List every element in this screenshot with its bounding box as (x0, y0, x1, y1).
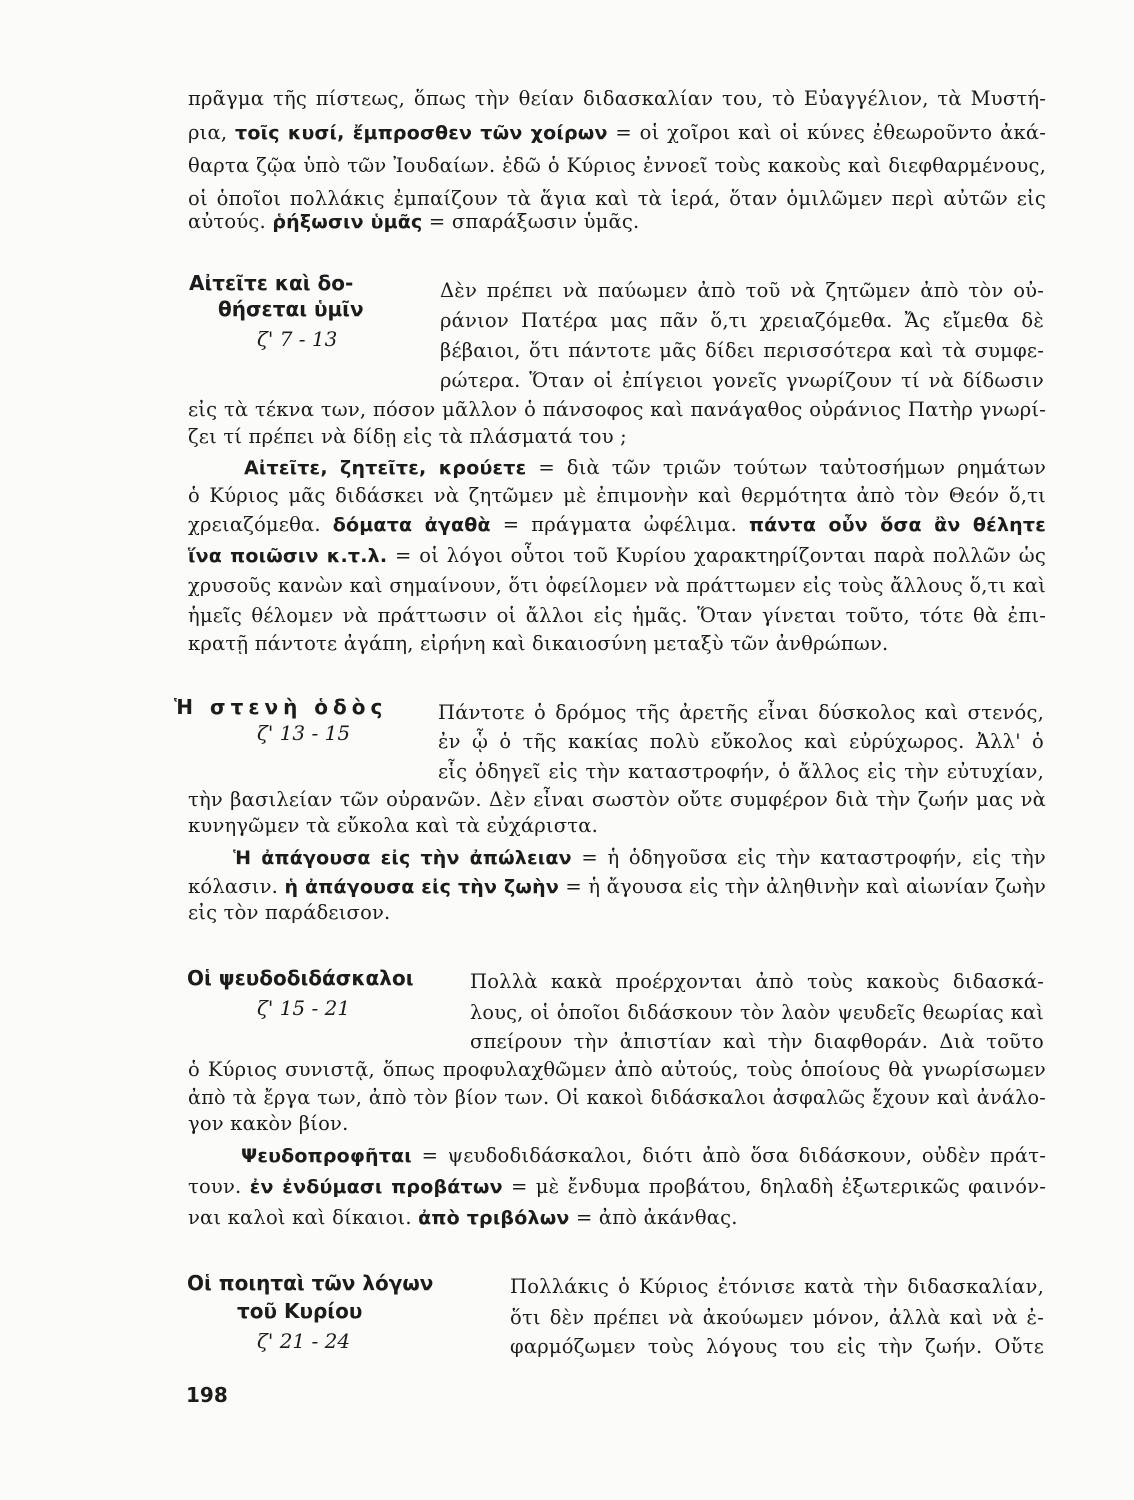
term-bold: πάντα οὖν ὅσα ἂν θέλητε (748, 514, 1046, 536)
text-line (510, 1334, 1044, 1360)
term-bold: ἀπὸ τριβόλων (418, 1207, 570, 1229)
text-span: οἱ ὁποῖοι πολλάκις ἐμπαίζουν τὰ ἅγια καὶ τὰ ἱερά, ὅταν ὁμιλῶμεν περὶ αὐτῶν εἰς (188, 187, 1046, 210)
text-line (470, 1029, 1044, 1055)
text-line (188, 631, 1046, 657)
text-span: = οἱ χοῖροι καὶ οἱ κύνες ἐθεωροῦντο ἀκά- (615, 121, 1047, 144)
text-span: βέβαιοι, ὅτι πάντοτε μᾶς δίδει περισσότερα καὶ τὰ συμφε- (440, 339, 1044, 362)
text-line (440, 308, 1044, 334)
text-line (188, 153, 1046, 179)
text-span: λους, οἱ ὁποῖοι διδάσκουν τὸν λαὸν ψευδεῖς θεωρίας καὶ (470, 1001, 1044, 1024)
text-span: Δὲν πρέπει νὰ παύωμεν ἀπὸ τοῦ νὰ ζητῶμεν ἀπὸ τὸν οὐ- (440, 279, 1044, 302)
text-span: χρειαζόμεθα. (188, 513, 321, 536)
text-line (188, 543, 1046, 569)
text-line (510, 1274, 1044, 1300)
text-line (188, 424, 1046, 450)
text-span: = οἱ λόγοι οὗτοι τοῦ Κυρίου χαρακτηρίζονται παρὰ πολλῶν ὡς (395, 544, 1046, 567)
term-bold: ῥήξωσιν ὑμᾶς (272, 211, 423, 233)
term-bold: ἡ ἀπάγουσα εἰς τὴν ζωὴν (284, 876, 559, 898)
text-span: ράνιον Πατέρα μας πᾶν ὅ,τι χρειαζόμεθα. Ἄς εἴμεθα δὲ (440, 309, 1044, 332)
text-line (188, 900, 1046, 926)
text-span: Πολλὰ κακὰ προέρχονται ἀπὸ τοὺς κακοὺς διδασκά- (470, 970, 1044, 993)
text-span: ἀπὸ τὰ ἔργα των, ἀπὸ τὸν βίον των. Οἱ κακοὶ διδάσκαλοι ἀσφαλῶς ἔχουν καὶ ἀνάλο- (188, 1086, 1046, 1109)
text-span: φαρμόζωμεν τοὺς λόγους του εἰς τὴν ζωήν. Οὔτε (510, 1335, 1044, 1358)
text-line (188, 1057, 1046, 1083)
text-span: ρώτερα. Ὅταν οἱ ἐπίγειοι γονεῖς γνωρίζουν τί νὰ δίδωσιν (440, 369, 1044, 392)
text-span: Πάντοτε ὁ δρόμος τῆς ἀρετῆς εἶναι δύσκολος καὶ στενός, (438, 701, 1044, 724)
text-line (188, 209, 1046, 235)
text-line (188, 813, 1046, 839)
text-span: ρια, (188, 121, 228, 144)
text-span: ὁ Κύριος μᾶς διδάσκει νὰ ζητῶμεν μὲ ἐπιμονὴν καὶ θερμότητα ἀπὸ τὸν Θεόν ὅ,τι (188, 484, 1046, 507)
text-span: εἰς τὸν παράδεισον. (188, 901, 391, 924)
text-line (438, 759, 1044, 785)
text-line (244, 455, 1046, 481)
text-span: = σπαράξωσιν ὑμᾶς. (428, 210, 640, 233)
text-span: = ψευδοδιδάσκαλοι, διότι ἀπὸ ὅσα διδάσκουν, οὐδὲν πράτ- (421, 1144, 1046, 1167)
text-span: θαρτα ζῷα ὑπὸ τῶν Ἰουδαίων. ἐδῶ ὁ Κύριος ἐννοεῖ τοὺς κακοὺς καὶ διεφθαρμένους, (188, 154, 1046, 177)
text-line (438, 700, 1044, 726)
verse-reference: ζ' 13 - 15 (257, 721, 351, 745)
text-span: τὴν βασιλείαν τῶν οὐρανῶν. Δὲν εἶναι σωστὸν οὔτε συμφέρον διὰ τὴν ζωήν μας νὰ (188, 788, 1046, 811)
section-heading: τοῦ Κυρίου (237, 1299, 363, 1323)
text-line (188, 1205, 1046, 1231)
verse-reference: ζ' 15 - 21 (257, 996, 351, 1020)
verse-reference: ζ' 21 - 24 (257, 1329, 351, 1353)
term-bold: τοῖς κυσί, ἔμπροσθεν τῶν χοίρων (235, 122, 608, 144)
text-line (440, 278, 1044, 304)
text-span: εἷς ὁδηγεῖ εἰς τὴν καταστροφήν, ὁ ἄλλος εἰς τὴν εὐτυχίαν, (438, 760, 1044, 783)
page-number: 198 (186, 1383, 228, 1407)
text-span: χρυσοῦς κανὼν καὶ σημαίνουν, ὅτι ὀφείλομεν νὰ πράττωμεν εἰς τοὺς ἄλλους ὅ,τι καὶ (188, 574, 1046, 597)
text-line (241, 1143, 1046, 1169)
section-heading: Ἡ στενὴ ὁδὸς (174, 695, 388, 719)
text-span: ἡμεῖς θέλομεν νὰ πράττωσιν οἱ ἄλλοι εἰς ἡμᾶς. Ὅταν γίνεται τοῦτο, τότε θὰ ἐπι- (188, 604, 1046, 627)
text-line (233, 845, 1046, 871)
text-line (470, 1000, 1044, 1026)
text-span: ἐν ᾧ ὁ τῆς κακίας πολὺ εὔκολος καὶ εὐρύχωρος. Ἀλλ' ὁ (438, 730, 1044, 753)
text-line (440, 338, 1044, 364)
text-span: Πολλάκις ὁ Κύριος ἐτόνισε κατὰ τὴν διδασκαλίαν, (510, 1275, 1044, 1298)
text-span: ὅτι δὲν πρέπει νὰ ἀκούωμεν μόνον, ἀλλὰ καὶ νὰ ἐ- (510, 1306, 1044, 1329)
text-span: ζει τί πρέπει νὰ δίδῃ εἰς τὰ πλάσματά του ; (188, 425, 627, 448)
text-span: = ἀπὸ ἀκάνθας. (575, 1206, 738, 1229)
text-line (188, 573, 1046, 599)
text-line (188, 1085, 1046, 1111)
text-line (440, 368, 1044, 394)
text-line (188, 120, 1046, 146)
verse-reference: ζ' 7 - 13 (257, 327, 338, 351)
term-bold: Αἰτεῖτε, ζητεῖτε, κρούετε (244, 457, 527, 479)
text-span: κρατῇ πάντοτε ἀγάπη, εἰρήνη καὶ δικαιοσύνη μεταξὺ τῶν ἀνθρώπων. (188, 632, 889, 655)
text-span: κυνηγῶμεν τὰ εὔκολα καὶ τὰ εὐχάριστα. (188, 814, 598, 837)
term-bold: ἐν ἐνδύμασι προβάτων (249, 1176, 503, 1198)
text-span: γον κακὸν βίον. (188, 1112, 349, 1135)
text-span: = ἡ ὁδηγοῦσα εἰς τὴν καταστροφήν, εἰς τὴν (581, 846, 1046, 869)
text-line (188, 874, 1046, 900)
text-span: κόλασιν. (188, 875, 279, 898)
text-line (470, 969, 1044, 995)
text-span: αὐτούς. (188, 210, 266, 233)
text-span: πρᾶγμα τῆς πίστεως, ὅπως τὴν θείαν διδασκαλίαν του, τὸ Εὐαγγέλιον, τὰ Μυστή- (188, 87, 1046, 110)
text-line (188, 483, 1046, 509)
text-line (188, 512, 1046, 538)
text-line (188, 603, 1046, 629)
term-bold: δόματα ἀγαθὰ (332, 514, 491, 536)
text-line (188, 397, 1046, 423)
term-bold: ἵνα ποιῶσιν κ.τ.λ. (188, 545, 388, 567)
text-span: = ἡ ἄγουσα εἰς τὴν ἀληθινὴν καὶ αἰωνίαν ζωὴν (565, 875, 1047, 898)
text-line (188, 1111, 1046, 1137)
text-line (188, 787, 1046, 813)
section-heading: Οἱ ψευδοδιδάσκαλοι (187, 966, 414, 990)
term-bold: Ψευδοπροφῆται (241, 1145, 412, 1167)
text-span: σπείρουν τὴν ἀπιστίαν καὶ τὴν διαφθοράν. Διὰ τοῦτο (470, 1030, 1044, 1053)
text-line (188, 86, 1046, 112)
section-heading: θήσεται ὑμῖν (218, 297, 364, 321)
text-span: = διὰ τῶν τριῶν τούτων ταὐτοσήμων ρημάτων (538, 456, 1046, 479)
text-span: εἰς τὰ τέκνα των, πόσον μᾶλλον ὁ πάνσοφος καὶ πανάγαθος οὐράνιος Πατὴρ γνωρί- (188, 398, 1046, 421)
text-span: ναι καλοὶ καὶ δίκαιοι. (188, 1206, 412, 1229)
term-bold: Ἡ ἀπάγουσα εἰς τὴν ἀπώλειαν (233, 847, 572, 869)
text-span: ὁ Κύριος συνιστᾷ, ὅπως προφυλαχθῶμεν ἀπὸ αὐτούς, τοὺς ὁποίους θὰ γνωρίσωμεν (188, 1058, 1046, 1081)
text-line (438, 729, 1044, 755)
text-span: = πράγματα ὠφέλιμα. (502, 513, 737, 536)
text-line (188, 1174, 1046, 1200)
section-heading: Οἱ ποιηταὶ τῶν λόγων (187, 1271, 434, 1295)
text-line (510, 1305, 1044, 1331)
text-span: τουν. (188, 1175, 242, 1198)
text-span: = μὲ ἔνδυμα προβάτου, δηλαδὴ ἐξωτερικῶς φαινόν- (511, 1175, 1047, 1198)
section-heading: Αἰτεῖτε καὶ δο- (189, 271, 354, 295)
